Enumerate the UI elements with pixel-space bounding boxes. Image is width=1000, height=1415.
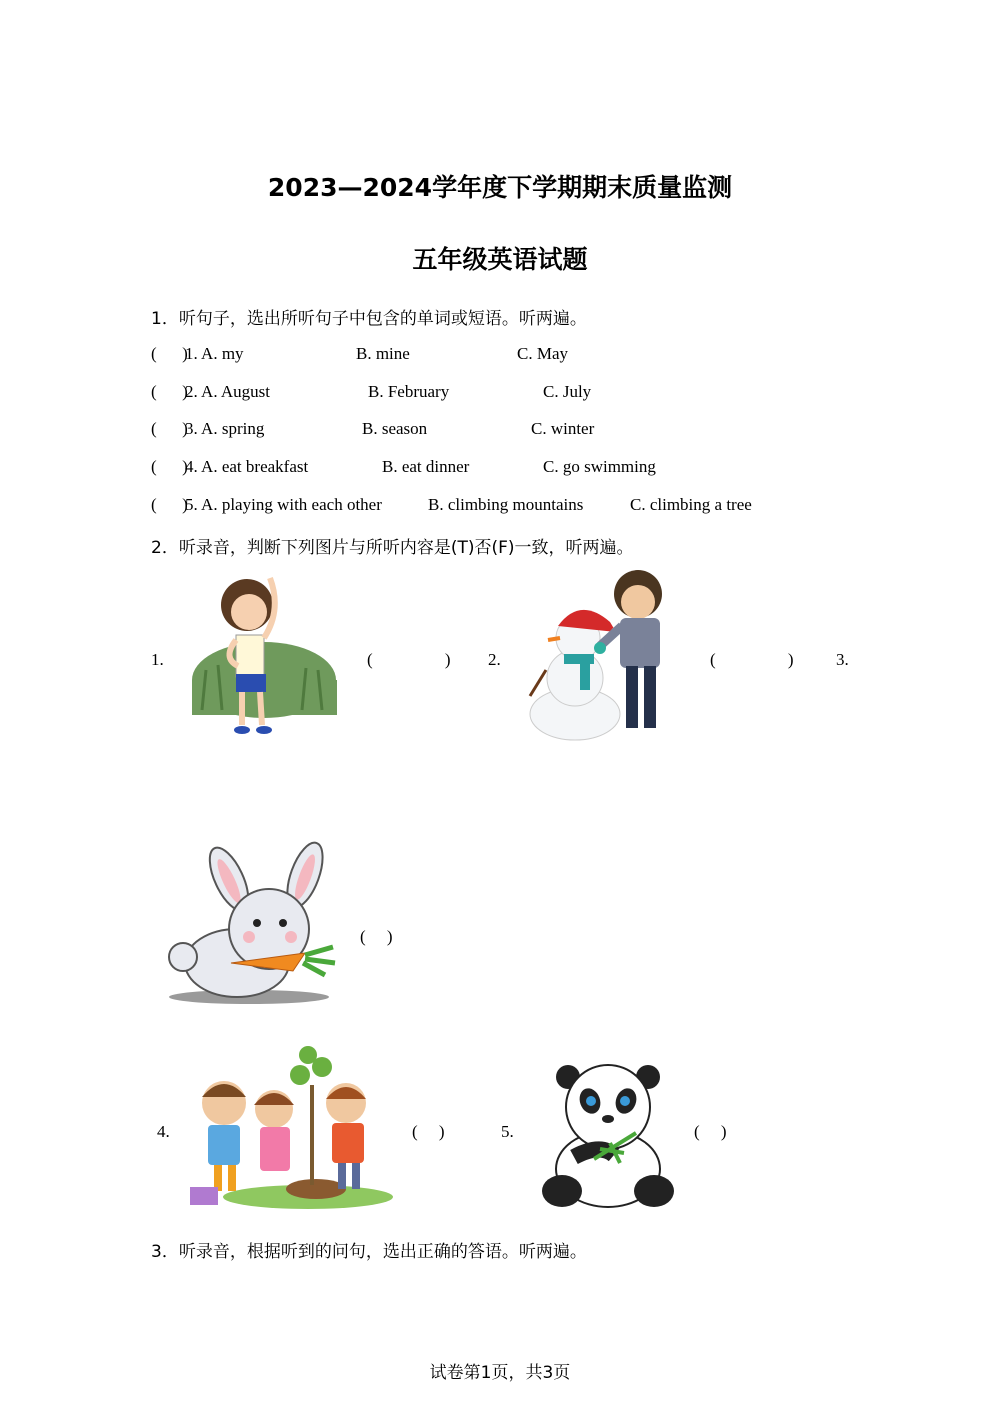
answer-bracket[interactable]: ( ) xyxy=(151,419,188,438)
option-c: C. May xyxy=(517,344,568,363)
answer-bracket[interactable]: ( ) xyxy=(710,650,794,669)
page-footer: 试卷第1页，共3页 xyxy=(429,1363,571,1383)
answer-bracket[interactable]: ( ) xyxy=(367,650,451,669)
boy-building-snowman-illustration xyxy=(530,566,676,738)
answer-bracket[interactable]: ( ) xyxy=(151,457,188,476)
option-b: B. climbing mountains xyxy=(428,495,584,514)
option-a: 1. A. my xyxy=(185,344,244,363)
option-b: B. season xyxy=(362,419,428,438)
answer-bracket[interactable]: ( ) xyxy=(694,1122,727,1141)
option-c: C. winter xyxy=(531,419,595,438)
answer-bracket[interactable]: ( ) xyxy=(360,927,393,946)
option-b: B. February xyxy=(368,382,450,401)
section3-heading: 3．听录音，根据听到的问句，选出正确的答语。听两遍。 xyxy=(151,1242,587,1262)
item-number: 2. xyxy=(488,650,501,669)
section2-heading: 2．听录音，判断下列图片与所听内容是(T)否(F)一致，听两遍。 xyxy=(151,538,634,558)
section1-heading: 1．听句子，选出所听句子中包含的单词或短语。听两遍。 xyxy=(151,309,587,329)
item-number: 3. xyxy=(836,650,849,669)
option-c: C. go swimming xyxy=(543,457,656,476)
item-number: 4. xyxy=(157,1122,170,1141)
answer-bracket[interactable]: ( ) xyxy=(151,344,188,363)
option-b: B. mine xyxy=(356,344,410,363)
option-a: 5. A. playing with each other xyxy=(185,495,382,514)
girl-exercising-illustration xyxy=(192,570,337,738)
exam-title: 2023—2024学年度下学期期末质量监测 xyxy=(267,173,733,202)
item-number: 5. xyxy=(501,1122,514,1141)
answer-bracket[interactable]: ( ) xyxy=(151,495,188,514)
answer-bracket[interactable]: ( ) xyxy=(412,1122,445,1141)
panda-eating-bamboo-illustration xyxy=(540,1063,676,1211)
option-a: 3. A. spring xyxy=(185,419,265,438)
option-c: C. July xyxy=(543,382,592,401)
rabbit-with-carrot-illustration xyxy=(165,845,337,1005)
option-a: 4. A. eat breakfast xyxy=(185,457,309,476)
children-planting-tree-illustration xyxy=(188,1045,394,1211)
item-number: 1. xyxy=(151,650,164,669)
option-c: C. climbing a tree xyxy=(630,495,752,514)
answer-bracket[interactable]: ( ) xyxy=(151,382,188,401)
option-a: 2. A. August xyxy=(185,382,271,401)
option-b: B. eat dinner xyxy=(382,457,470,476)
exam-subtitle: 五年级英语试题 xyxy=(412,245,588,274)
